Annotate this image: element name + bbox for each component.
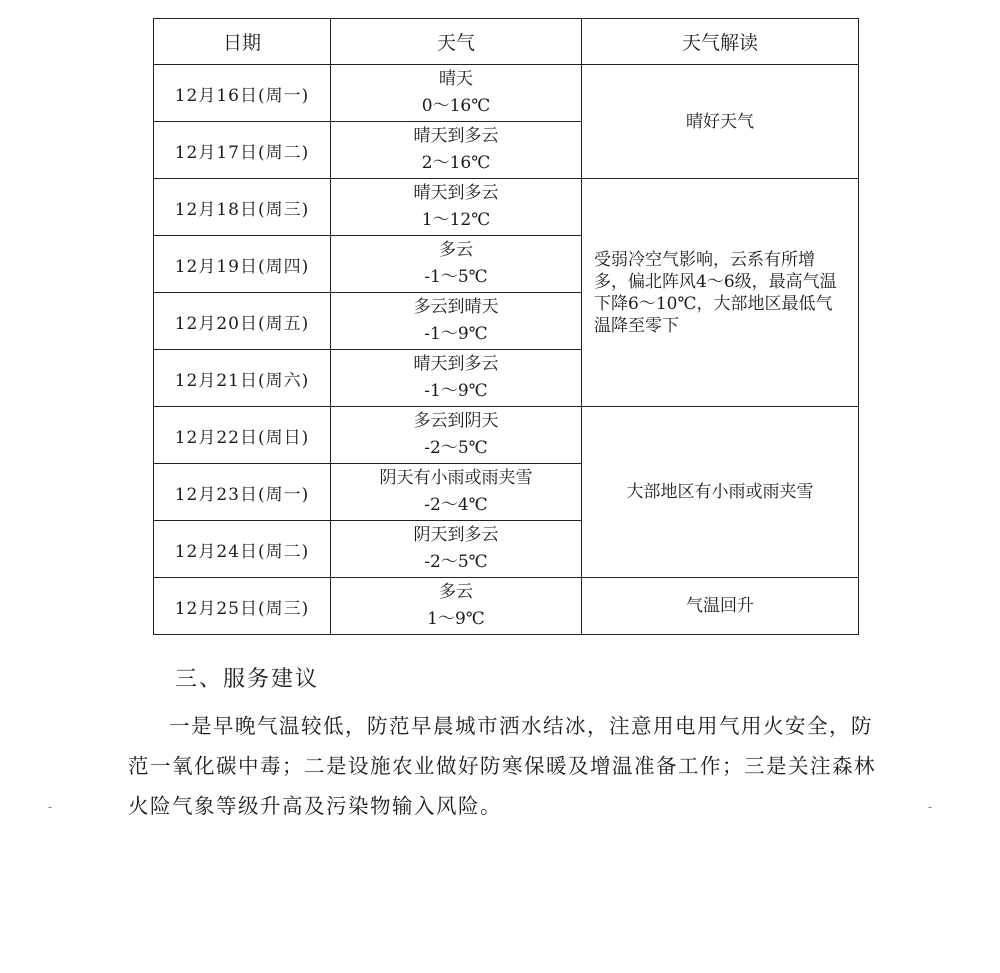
weather-cell <box>331 65 582 122</box>
scan-mark: - <box>928 800 933 814</box>
weather-condition: 多云 <box>439 582 473 602</box>
temperature-range: -1～9℃ <box>424 381 488 401</box>
interpretation-cell: 气温回升 <box>582 578 859 635</box>
section-title: 三、服务建议 <box>175 667 320 692</box>
weather-condition: 晴天 <box>439 69 473 89</box>
temperature-range: -2～5℃ <box>424 552 488 572</box>
date-cell: 12月25日(周三) <box>154 578 331 635</box>
weather-cell <box>331 236 582 293</box>
weather-cell <box>331 578 582 635</box>
interpretation-cell: 晴好天气 <box>582 65 859 179</box>
interpretation-cell: 大部地区有小雨或雨夹雪 <box>582 407 859 578</box>
temperature-range: 0～16℃ <box>421 96 491 116</box>
weather-cell <box>331 293 582 350</box>
table-row <box>154 179 859 236</box>
temperature-range: -2～5℃ <box>424 438 488 458</box>
service-advice-paragraph: 一是早晚气温较低，防范早晨城市洒水结冰，注意用电用气用火安全，防范一氧化碳中毒；二是设施农业做好防寒保暖及增温准备工作；三是关注森林火险气象等级升高及污染物输入风险。 <box>128 714 876 818</box>
scan-mark: - <box>48 800 53 814</box>
date-cell: 12月21日(周六) <box>154 350 331 407</box>
weather-cell <box>331 179 582 236</box>
temperature-range: -1～9℃ <box>424 324 488 344</box>
header-weather: 天气 <box>331 19 582 65</box>
date-cell: 12月18日(周三) <box>154 179 331 236</box>
date-cell: 12月23日(周一) <box>154 464 331 521</box>
date-cell: 12月16日(周一) <box>154 65 331 122</box>
weather-cell <box>331 407 582 464</box>
table-header-row <box>154 19 859 65</box>
table-row <box>154 578 859 635</box>
temperature-range: 1～12℃ <box>421 210 491 230</box>
weather-condition: 晴天到多云 <box>413 354 499 374</box>
weather-cell <box>331 464 582 521</box>
date-cell: 12月24日(周二) <box>154 521 331 578</box>
weather-condition: 多云到阴天 <box>413 411 499 431</box>
header-interpretation: 天气解读 <box>582 19 859 65</box>
weather-cell <box>331 521 582 578</box>
weather-condition: 多云 <box>439 240 473 260</box>
weather-cell <box>331 122 582 179</box>
date-cell: 12月20日(周五) <box>154 293 331 350</box>
date-cell: 12月19日(周四) <box>154 236 331 293</box>
weather-condition: 多云到晴天 <box>413 297 499 317</box>
weather-condition: 阴天有小雨或雨夹雪 <box>379 468 533 488</box>
interpretation-cell: 受弱冷空气影响，云系有所增多，偏北阵风4～6级，最高气温下降6～10℃，大部地区最低气温降至零下 <box>582 179 859 407</box>
header-date: 日期 <box>154 19 331 65</box>
date-cell: 12月17日(周二) <box>154 122 331 179</box>
temperature-range: 2～16℃ <box>421 153 491 173</box>
weather-forecast-table <box>153 18 859 635</box>
weather-cell <box>331 350 582 407</box>
temperature-range: -2～4℃ <box>424 495 488 515</box>
weather-condition: 晴天到多云 <box>413 183 499 203</box>
weather-condition: 阴天到多云 <box>413 525 499 545</box>
table-row <box>154 65 859 122</box>
table-row <box>154 407 859 464</box>
temperature-range: -1～5℃ <box>424 267 488 287</box>
date-cell: 12月22日(周日) <box>154 407 331 464</box>
weather-condition: 晴天到多云 <box>413 126 499 146</box>
temperature-range: 1～9℃ <box>427 609 485 629</box>
